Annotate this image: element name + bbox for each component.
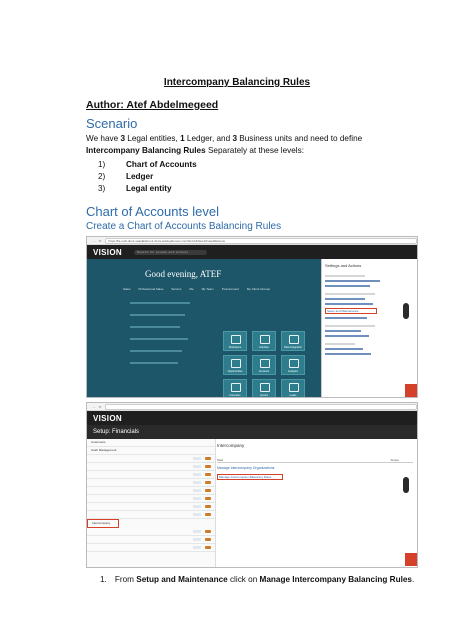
tab-strip xyxy=(123,287,270,291)
tile-quotes: Quotes xyxy=(252,379,276,398)
back-icon: ← xyxy=(93,404,96,409)
levels-list xyxy=(86,160,197,196)
task-group[interactable]: Manage Intercompany Organizations xyxy=(217,466,275,470)
functional-areas xyxy=(87,439,216,567)
tile-forecasts: Forecasts xyxy=(223,379,247,398)
screenshot-setup xyxy=(86,402,418,568)
scenario-text: We have 3 Legal entities, 1 Ledger, and 3 Business units and need to define Intercompany Balancing Rules Separately at these levels: xyxy=(86,134,363,155)
panel-header: Intercompany xyxy=(217,443,245,448)
list-item[interactable] xyxy=(87,463,215,471)
app-header xyxy=(87,411,417,425)
list-item[interactable] xyxy=(87,495,215,503)
tab-professional-sales: Professional Sales xyxy=(138,287,164,291)
scroll-handle[interactable] xyxy=(403,303,409,319)
leads-icon xyxy=(289,383,299,392)
settings-panel xyxy=(321,259,418,397)
tab-service: Service xyxy=(171,287,182,291)
quick-actions xyxy=(127,299,207,389)
list-item[interactable] xyxy=(87,528,215,536)
list-item[interactable]: Cash Management xyxy=(87,447,215,455)
forecasts-icon xyxy=(231,383,241,392)
home-springboard xyxy=(87,259,321,397)
list-item: 2) Ledger xyxy=(98,172,154,181)
tile-activities: Activities xyxy=(252,331,276,351)
global-search: Search for people and actions xyxy=(134,250,207,255)
list-item[interactable] xyxy=(87,455,215,463)
tab-procurement: Procurement xyxy=(221,287,239,291)
app-logo: VISION xyxy=(93,247,122,257)
greeting: Good evening, ATEF xyxy=(145,269,222,279)
list-item: 1) Chart of Accounts xyxy=(98,160,197,169)
url-bar xyxy=(105,404,417,410)
document-author: Author: Atef Abdelmegeed xyxy=(86,99,219,111)
list-item[interactable] xyxy=(87,471,215,479)
app-header xyxy=(87,245,417,259)
url-bar: https://fa-eudt-dev1-saasfademo1.ds-fa.oraclepdemos.com/fscmUI/faces/FuseWelcome xyxy=(105,238,417,244)
scenario-heading: Scenario xyxy=(86,116,138,131)
accounts-icon xyxy=(260,359,270,368)
manage-balancing-rules-task[interactable]: Manage Intercompany Balancing Rules xyxy=(217,474,283,480)
list-item[interactable] xyxy=(87,487,215,495)
tile-workspace: Workspace xyxy=(223,331,247,351)
list-item[interactable] xyxy=(87,503,215,511)
opportunities-icon xyxy=(231,359,241,368)
tile-leads: Leads xyxy=(281,379,305,398)
page-title: Setup: Financials xyxy=(87,425,418,439)
browser-bar xyxy=(87,237,417,245)
help-tab[interactable] xyxy=(405,384,417,397)
analytics-icon xyxy=(289,359,299,368)
tile-opportunities: Opportunities xyxy=(223,355,247,375)
panel-title: Settings and Actions xyxy=(325,263,362,268)
quotes-icon xyxy=(260,383,270,392)
refresh-icon: ↻ xyxy=(99,238,102,243)
tab-my-team: My Team xyxy=(201,287,214,291)
list-item: 3) Legal entity xyxy=(98,184,172,193)
app-logo: VISION xyxy=(93,413,122,423)
task-table-header: Task Scope xyxy=(217,458,413,463)
scroll-handle[interactable] xyxy=(403,477,409,493)
browser-bar xyxy=(87,403,417,411)
list-item[interactable] xyxy=(87,544,215,552)
tab-sales: Sales xyxy=(123,287,131,291)
task-panel xyxy=(217,443,413,567)
tab-me: Me xyxy=(189,287,194,291)
list-item[interactable]: Customers xyxy=(87,439,215,447)
screenshot-home xyxy=(86,236,418,398)
document-title: Intercompany Balancing Rules xyxy=(163,77,311,88)
list-item[interactable] xyxy=(87,536,215,544)
list-item[interactable] xyxy=(87,479,215,487)
workspace-icon xyxy=(231,335,241,344)
help-tab[interactable] xyxy=(405,553,417,566)
data-icon xyxy=(289,335,299,344)
back-icon: ← xyxy=(93,238,96,243)
tab-my-client-groups: My Client Groups xyxy=(246,287,271,291)
tile-data-integration: Data Integration xyxy=(281,331,305,351)
coa-heading: Chart of Accounts level xyxy=(86,204,219,219)
refresh-icon: ↻ xyxy=(99,404,102,409)
list-item[interactable] xyxy=(87,511,215,519)
activities-icon xyxy=(260,335,270,344)
tile-analytics: Analytics xyxy=(281,355,305,375)
tile-accounts: Accounts xyxy=(252,355,276,375)
step-caption: 1. From Setup and Maintenance click on Manage Intercompany Balancing Rules. xyxy=(100,575,415,584)
setup-and-maintenance-link[interactable]: Setup and Maintenance xyxy=(325,308,377,314)
intercompany-item[interactable]: Intercompany xyxy=(87,519,119,528)
coa-subheading: Create a Chart of Accounts Balancing Rules xyxy=(86,221,282,232)
